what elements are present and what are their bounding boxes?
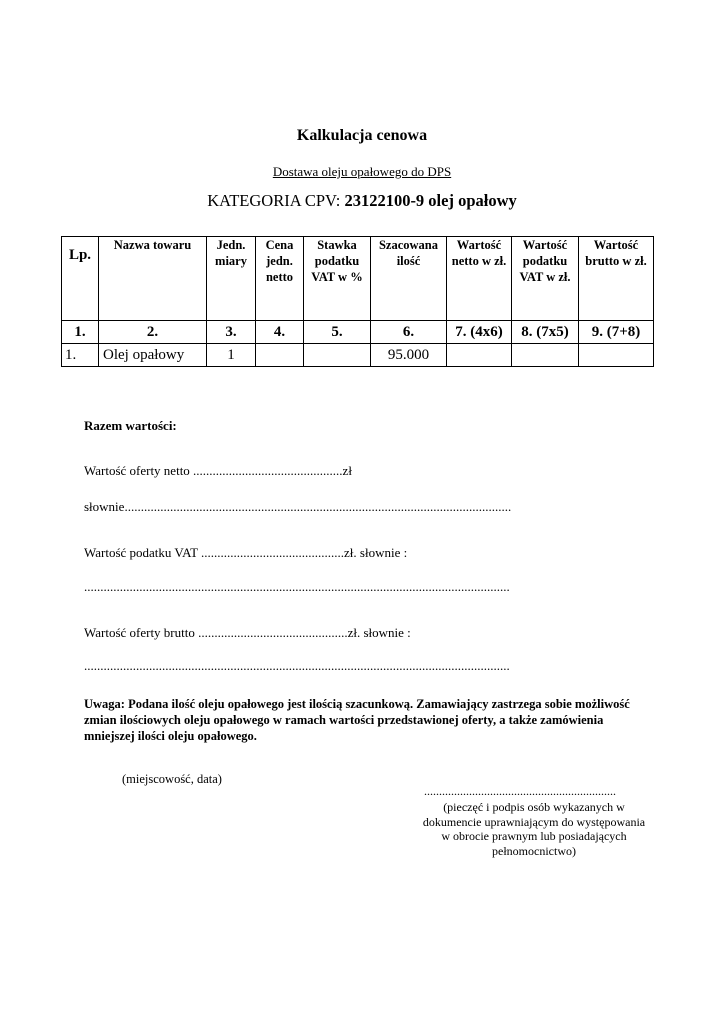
cpv-prefix: KATEGORIA CPV: — [207, 191, 345, 210]
number-cell: 3. — [207, 321, 256, 344]
cpv-code: 23122100-9 olej opałowy — [344, 191, 517, 210]
header-product-name: Nazwa towaru — [99, 237, 207, 321]
signature-caption-line: pełnomocnictwo) — [492, 843, 576, 858]
table-row — [62, 344, 654, 367]
gross-value-line: Wartość oferty brutto ..............................................zł. słownie : — [84, 625, 411, 640]
number-cell: 4. — [256, 321, 304, 344]
cell-quantity: 95.000 — [371, 344, 447, 367]
number-cell: 1. — [62, 321, 99, 344]
price-calculation-table — [61, 236, 654, 367]
signature-caption-line: (pieczęć i podpis osób wykazanych w — [443, 800, 625, 814]
number-cell: 5. — [304, 321, 371, 344]
signature-caption-line: dokumencie uprawniającym do występowania — [422, 814, 646, 829]
number-cell: 7. (4x6) — [447, 321, 512, 344]
cpv-category — [0, 191, 724, 211]
cell-unit-price[interactable] — [256, 344, 304, 367]
net-value-in-words-line: słownie....................................................................................................................... — [84, 499, 512, 514]
number-cell: 9. (7+8) — [579, 321, 654, 344]
header-unit-price: Cena jedn. netto — [256, 237, 304, 321]
number-cell: 8. (7x5) — [512, 321, 579, 344]
header-gross-value: Wartość brutto w zł. — [579, 237, 654, 321]
table-number-row — [62, 321, 654, 344]
cell-unit: 1 — [207, 344, 256, 367]
document-subtitle: Dostawa oleju opałowego do DPS — [272, 164, 452, 179]
gross-value-in-words-line: ................................................................................................................................... — [84, 658, 510, 673]
summary-heading: Razem wartości: — [84, 418, 177, 433]
vat-value-in-words-line: ................................................................................................................................... — [84, 579, 510, 594]
signature-line: ................................................................ — [424, 784, 616, 798]
number-cell: 2. — [99, 321, 207, 344]
cell-vat-rate[interactable] — [304, 344, 371, 367]
signature-caption-line: w obrocie prawnym lub posiadających — [441, 829, 627, 843]
header-lp: Lp. — [62, 237, 99, 321]
cell-lp: 1. — [62, 344, 99, 367]
header-vat-value: Wartość podatku VAT w zł. — [512, 237, 579, 321]
cell-product-name: Olej opałowy — [99, 344, 207, 367]
quantity-note: Uwaga: Podana ilość oleju opałowego jest ilością szacunkową. Zamawiający zastrzega sobie możliwość zmian ilościowych oleju opałowego w ramach wartości przedstawionej oferty, a także zamówienia mniejszej ilości oleju opałowego. — [84, 697, 630, 743]
signature-caption — [414, 800, 654, 858]
place-date-label: (miejscowość, data) — [122, 772, 222, 786]
header-net-value: Wartość netto w zł. — [447, 237, 512, 321]
table-header-row — [62, 237, 654, 321]
header-quantity: Szacowana ilość — [371, 237, 447, 321]
vat-value-line: Wartość podatku VAT ............................................zł. słownie : — [84, 545, 408, 560]
number-cell: 6. — [371, 321, 447, 344]
document-title: Kalkulacja cenowa — [296, 127, 428, 144]
cell-net-value[interactable] — [447, 344, 512, 367]
cell-gross-value[interactable] — [579, 344, 654, 367]
header-unit: Jedn. miary — [207, 237, 256, 321]
cell-vat-value[interactable] — [512, 344, 579, 367]
header-vat-rate: Stawka podatku VAT w % — [304, 237, 371, 321]
net-value-line: Wartość oferty netto ..............................................zł — [84, 463, 352, 478]
